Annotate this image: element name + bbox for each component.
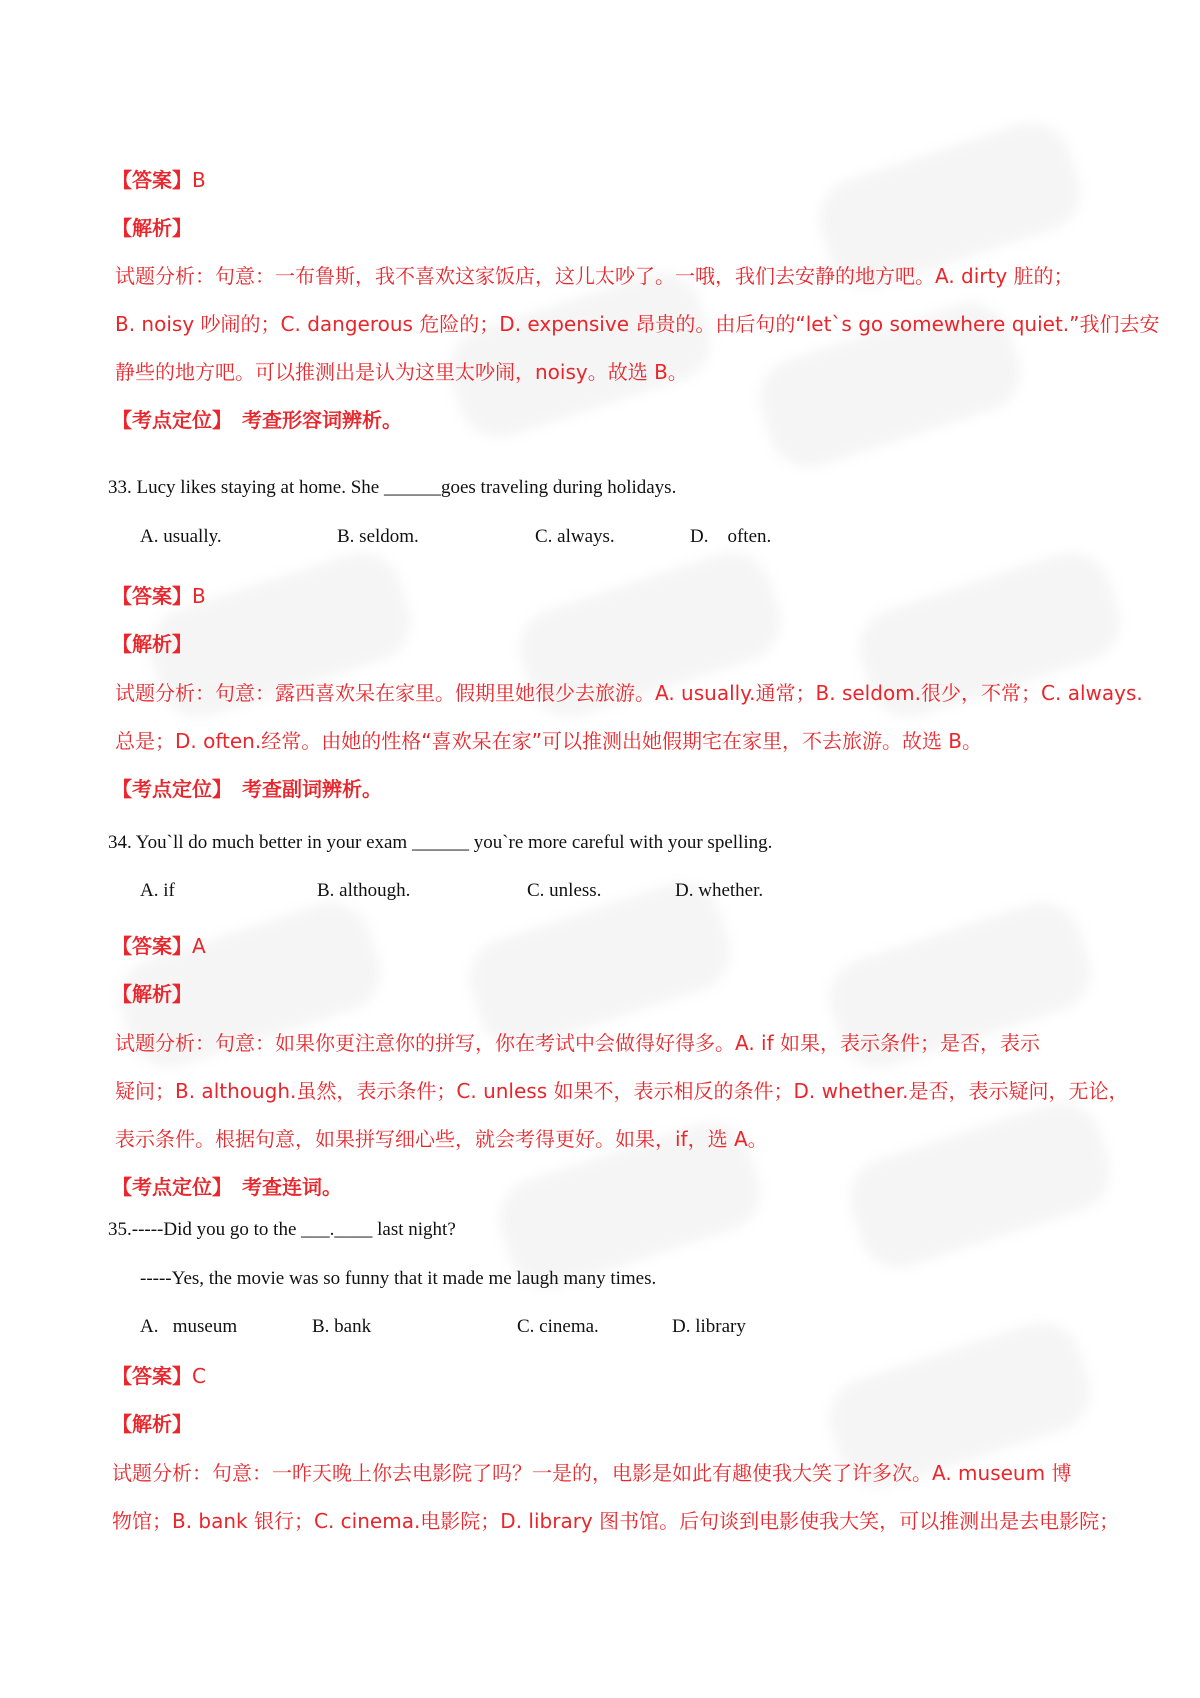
answer-value: B — [192, 584, 206, 608]
analysis-text: 疑问；B. although.虽然，表示条件；C. unless 如果不，表示相反的条件；D. whether.是否，表示疑问，无论， — [115, 1079, 1129, 1103]
option-b: B. seldom. — [337, 526, 419, 547]
answer-value: C — [192, 1364, 206, 1388]
analysis-text: 试题分析：句意：露西喜欢呆在家里。假期里她很少去旅游。A. usually.通常；B. seldom.很少，不常；C. always. — [115, 681, 1143, 705]
option-c: C. always. — [535, 526, 615, 547]
answer-label: 【答案】 — [112, 934, 192, 958]
point-label: 【考点定位】 — [112, 777, 232, 801]
option-c: C. unless. — [527, 880, 602, 901]
point-line — [112, 1171, 342, 1200]
analysis-text: B. noisy 吵闹的；C. dangerous 危险的；D. expensive 昂贵的。由后句的“let`s go somewhere quiet.”我们去安 — [115, 312, 1160, 336]
watermark-blob — [839, 1093, 1120, 1278]
answer-value: B — [192, 168, 206, 192]
analysis-label: 【解析】 — [112, 632, 192, 656]
point-label: 【考点定位】 — [112, 1175, 232, 1199]
analysis-label: 【解析】 — [112, 216, 192, 240]
analysis-text: 表示条件。根据句意，如果拼写细心些，就会考得更好。如果，if，选 A。 — [115, 1127, 768, 1151]
point-text: 考查连词。 — [242, 1175, 342, 1199]
answer-label: 【答案】 — [112, 1364, 192, 1388]
option-a: A. if — [140, 880, 175, 901]
option-d: D. library — [672, 1316, 746, 1337]
watermark-blob — [439, 263, 720, 448]
answer-line — [112, 1360, 206, 1389]
analysis-text: 试题分析：句意：如果你更注意你的拼写，你在考试中会做得好得多。A. if 如果，表示条件；是否，表示 — [115, 1031, 1040, 1055]
point-label: 【考点定位】 — [112, 408, 232, 432]
option-d: D. often. — [690, 526, 772, 547]
analysis-text: 试题分析：句意：一布鲁斯，我不喜欢这家饭店，这儿太吵了。一哦，我们去安静的地方吧。A. dirty 脏的； — [115, 264, 1074, 288]
question-stem: 35.-----Did you go to the ___.____ last night? — [108, 1219, 456, 1240]
point-line — [112, 773, 382, 802]
option-a: A. usually. — [140, 526, 222, 547]
option-c: C. cinema. — [517, 1316, 599, 1337]
point-text: 考查副词辨析。 — [242, 777, 382, 801]
answer-value: A — [192, 934, 206, 958]
analysis-text: 物馆；B. bank 银行；C. cinema.电影院；D. library 图书馆。后句谈到电影使我大笑，可以推测出是去电影院； — [112, 1509, 1120, 1533]
answer-label: 【答案】 — [112, 168, 192, 192]
question-stem: 33. Lucy likes staying at home. She ______goes traveling during holidays. — [108, 477, 677, 498]
analysis-label: 【解析】 — [112, 1412, 192, 1436]
point-line — [112, 404, 402, 433]
analysis-label: 【解析】 — [112, 982, 192, 1006]
option-d: D. whether. — [675, 880, 764, 901]
question-stem: 34. You`ll do much better in your exam ______ you`re more careful with your spelling. — [108, 832, 773, 853]
option-b: B. although. — [317, 880, 411, 901]
answer-line — [112, 164, 206, 193]
option-b: B. bank — [312, 1316, 372, 1337]
analysis-text: 静些的地方吧。可以推测出是认为这里太吵闹，noisy。故选 B。 — [115, 360, 688, 384]
analysis-text: 总是；D. often.经常。由她的性格“喜欢呆在家”可以推测出她假期宅在家里，不去旅游。故选 B。 — [115, 729, 983, 753]
dialogue-reply: -----Yes, the movie was so funny that it made me laugh many times. — [140, 1268, 657, 1289]
analysis-text: 试题分析：句意：一昨天晚上你去电影院了吗？一是的，电影是如此有趣使我大笑了许多次。A. museum 博 — [112, 1461, 1072, 1485]
answer-line — [112, 580, 206, 609]
point-text: 考查形容词辨析。 — [242, 408, 402, 432]
answer-line — [112, 930, 206, 959]
option-a: A. museum — [140, 1316, 238, 1337]
answer-label: 【答案】 — [112, 584, 192, 608]
